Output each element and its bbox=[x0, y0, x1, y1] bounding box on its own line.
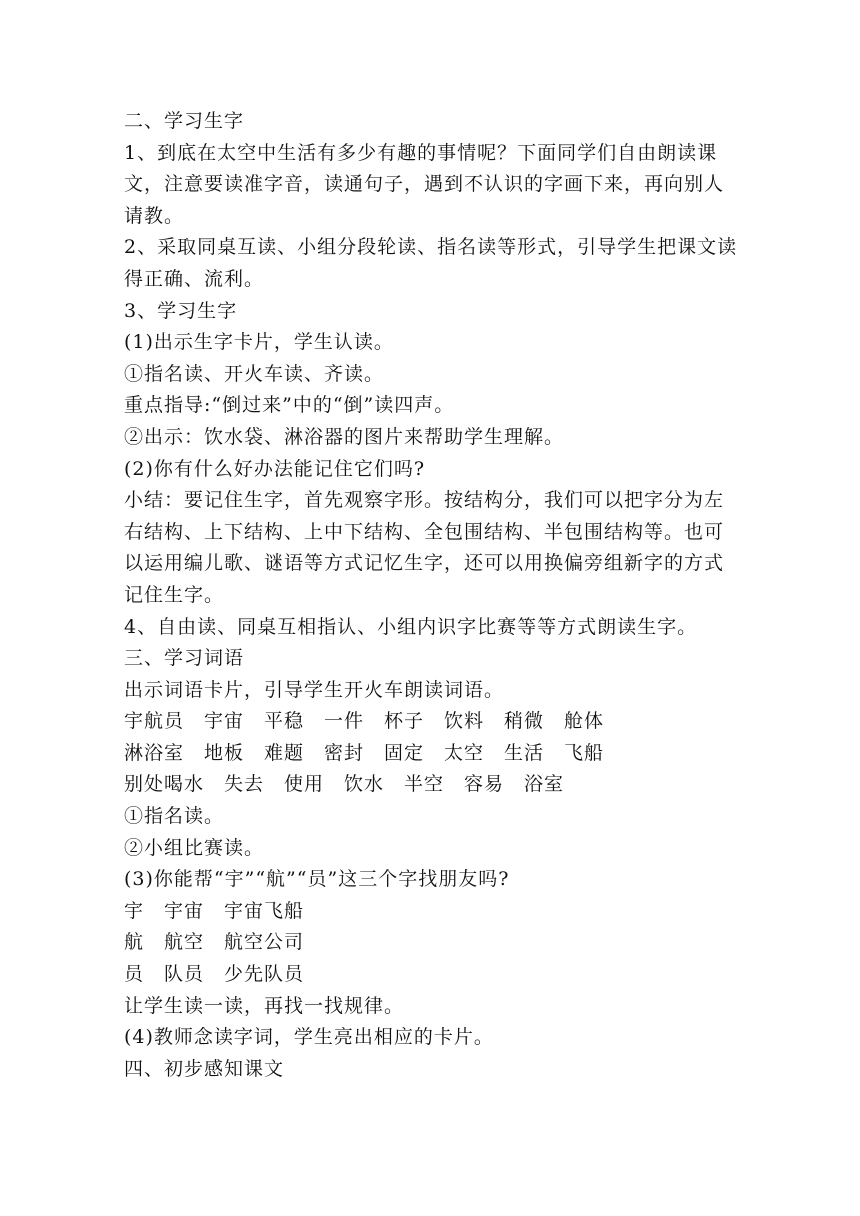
word-list-line: 别处喝水 失去 使用 饮水 半空 容易 浴室 bbox=[124, 773, 565, 796]
section-heading-learn-words: 三、学习词语 bbox=[124, 647, 245, 670]
paragraph-line: (2)你有什么好办法能记住它们吗? bbox=[124, 457, 426, 480]
word-family-line: 员 队员 少先队员 bbox=[124, 963, 305, 986]
paragraph-line: ②出示：饮水袋、淋浴器的图片来帮助学生理解。 bbox=[124, 425, 565, 448]
paragraph-line: 请教。 bbox=[124, 204, 185, 227]
paragraph-line: 右结构、上下结构、上中下结构、全包围结构、半包围结构等。也可 bbox=[124, 520, 725, 543]
word-list-line: 淋浴室 地板 难题 密封 固定 太空 生活 飞船 bbox=[124, 741, 605, 764]
paragraph-line: 让学生读一读，再找一找规律。 bbox=[124, 994, 405, 1017]
word-list-line: 宇航员 宇宙 平稳 一件 杯子 饮料 稍微 舱体 bbox=[124, 710, 605, 733]
paragraph-line: ①指名读。 bbox=[124, 805, 225, 828]
word-family-line: 航 航空 航空公司 bbox=[124, 931, 305, 954]
paragraph-line: 文，注意要读准字音，读通句子，遇到不认识的字画下来，再向别人 bbox=[124, 173, 725, 196]
paragraph-line: (3)你能帮“宇”“航”“员”这三个字找朋友吗? bbox=[124, 868, 510, 891]
section-heading-learn-characters: 二、学习生字 bbox=[124, 110, 245, 132]
paragraph-line: 4、自由读、同桌互相指认、小组内识字比赛等等方式朗读生字。 bbox=[124, 615, 698, 638]
paragraph-line: (4)教师念读字词，学生亮出相应的卡片。 bbox=[124, 1026, 494, 1049]
paragraph-line: 小结：要记住生字，首先观察字形。按结构分，我们可以把字分为左 bbox=[124, 489, 725, 512]
paragraph-line: ①指名读、开火车读、齐读。 bbox=[124, 362, 385, 385]
paragraph-line: 1、到底在太空中生活有多少有趣的事情呢？下面同学们自由朗读课 bbox=[124, 141, 718, 164]
paragraph-line: 出示词语卡片，引导学生开火车朗读词语。 bbox=[124, 678, 505, 701]
paragraph-line: 得正确、流利。 bbox=[124, 267, 265, 290]
section-heading-perceive-text: 四、初步感知课文 bbox=[124, 1057, 285, 1080]
document-body bbox=[124, 106, 744, 1085]
paragraph-line: (1)出示生字卡片，学生认读。 bbox=[124, 331, 394, 354]
paragraph-line: 重点指导:“倒过来”中的“倒”读四声。 bbox=[124, 394, 455, 417]
paragraph-line: 以运用编儿歌、谜语等方式记忆生字，还可以用换偏旁组新字的方式 bbox=[124, 552, 725, 575]
paragraph-line: 2、采取同桌互读、小组分段轮读、指名读等形式，引导学生把课文读 bbox=[124, 236, 738, 259]
word-family-line: 宇 宇宙 宇宙飞船 bbox=[124, 899, 305, 922]
subheading-learn-characters: 3、学习生字 bbox=[124, 299, 238, 322]
paragraph-line: ②小组比赛读。 bbox=[124, 836, 265, 859]
paragraph-line: 记住生字。 bbox=[124, 583, 225, 606]
